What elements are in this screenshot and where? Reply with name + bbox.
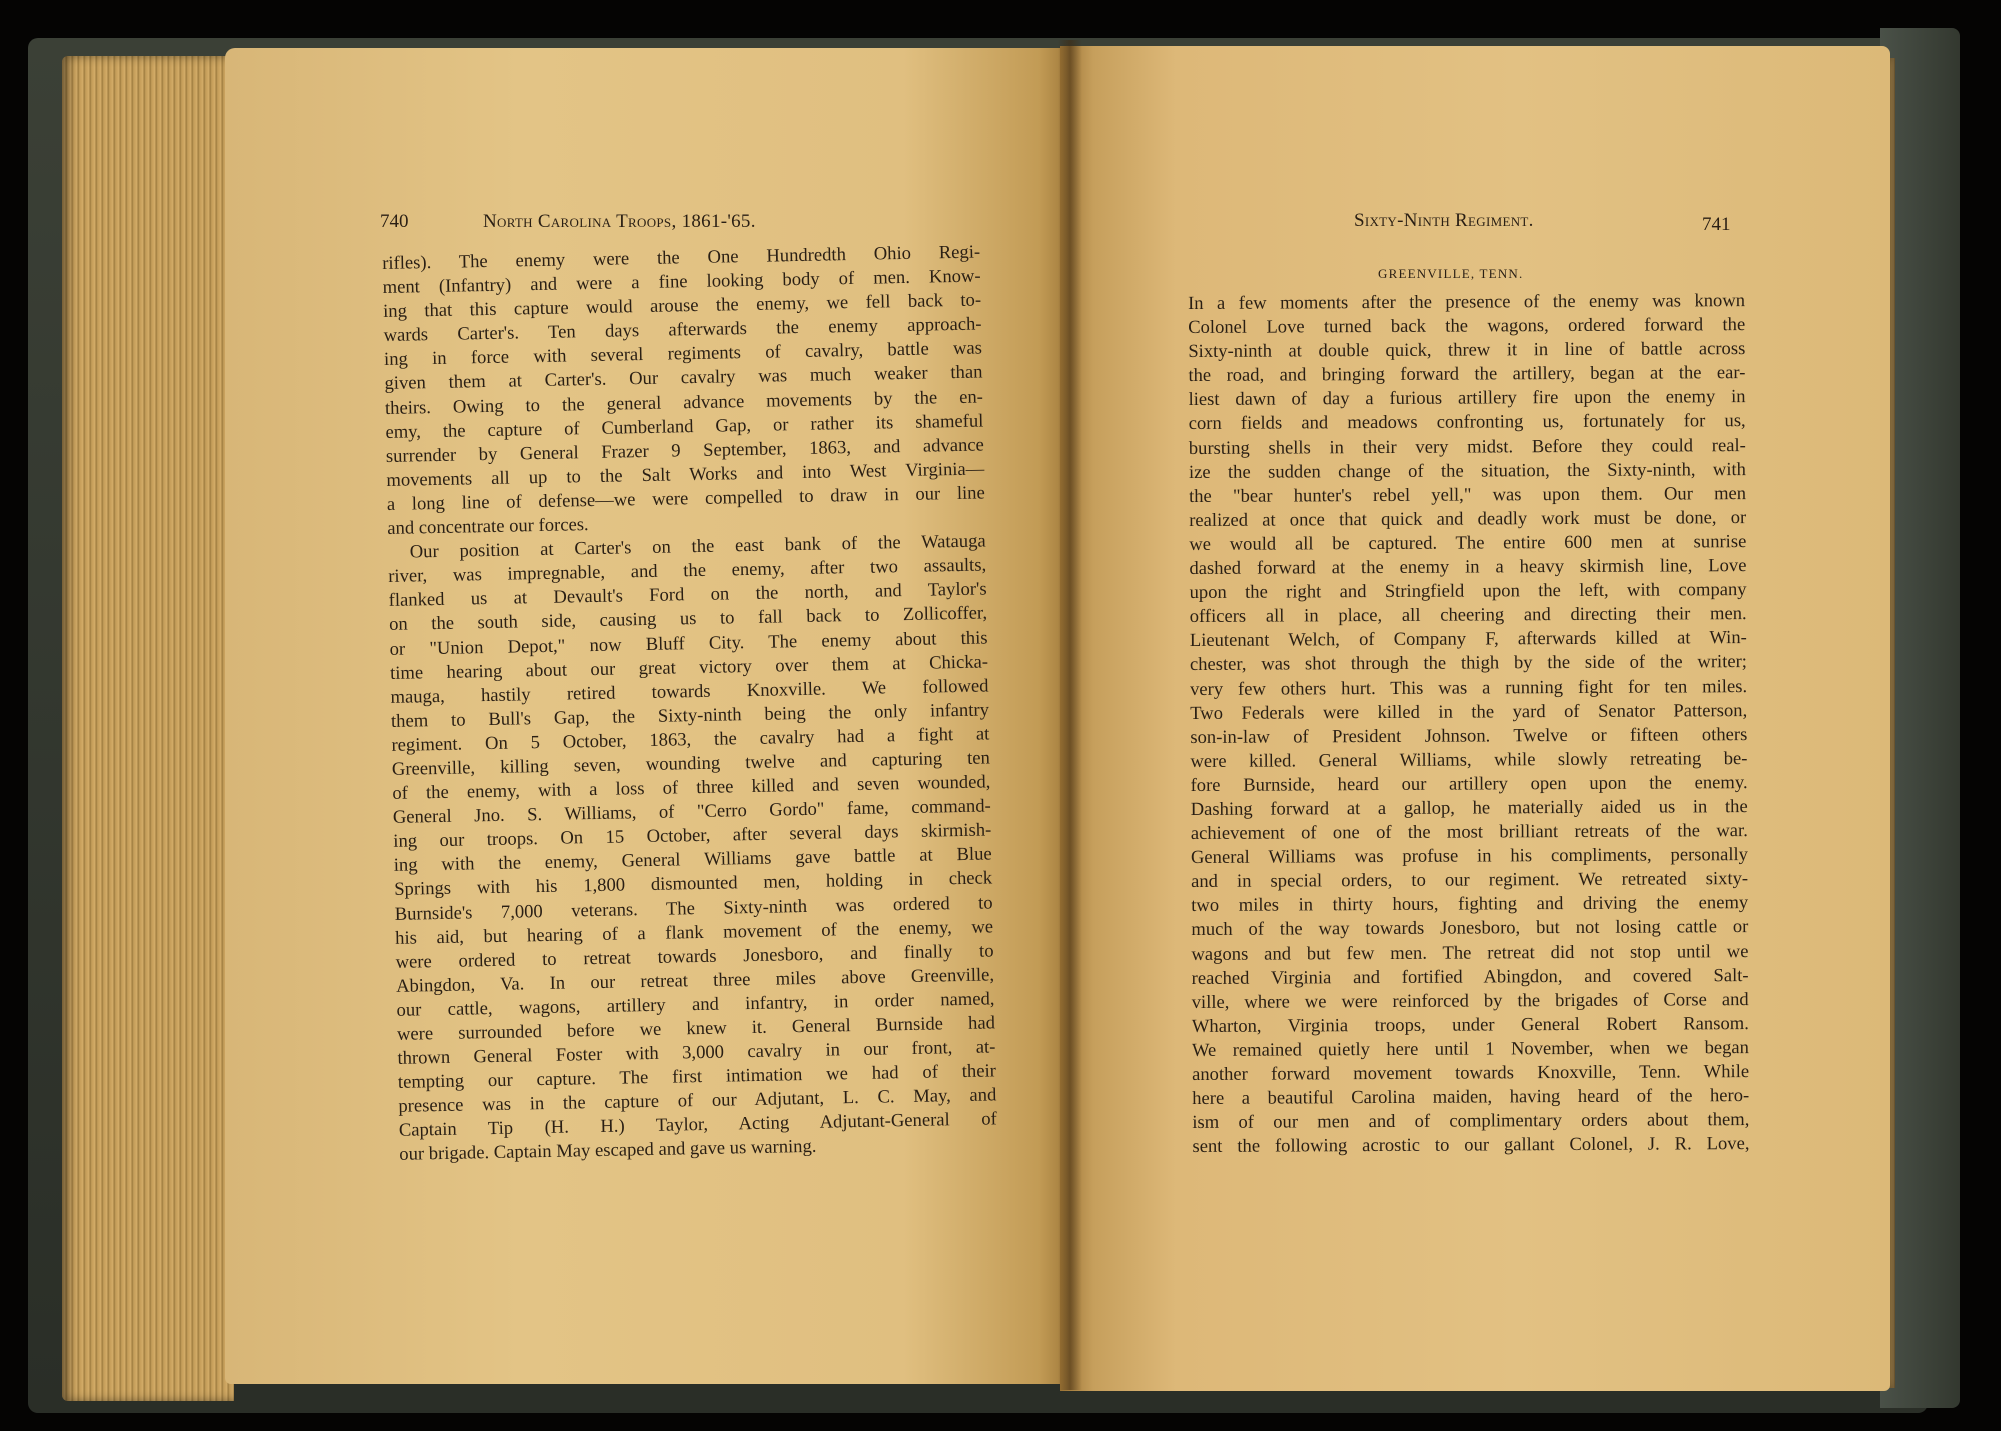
left-page-number: 740 — [380, 211, 409, 232]
text-line: ment (Infantry) and were a fine looking body of men. Know- — [382, 265, 981, 299]
text-line: river, was impregnable, and the enemy, after two assaults, — [388, 554, 987, 588]
text-line: here a beautiful Carolina maiden, having heard of the hero- — [1192, 1085, 1750, 1110]
text-line: were surrounded before we knew it. General Burnside had — [396, 1012, 996, 1045]
text-line: the "bear hunter's rebel yell," was upon them. Our men — [1189, 482, 1747, 507]
text-line: time hearing about our great victory over them at Chicka- — [389, 651, 989, 684]
text-line: son-in-law of President Johnson. Twelve or fifteen others — [1190, 723, 1748, 748]
text-line: very few others hurt. This was a running fight for ten miles. — [1190, 675, 1748, 700]
text-line: our cattle, wagons, artillery and infantry, in order named, — [396, 988, 995, 1021]
text-line: emy, the capture of Cumberland Gap, or rather its shameful — [385, 410, 984, 443]
left-page-header: North Carolina Troops, 1861-'65. — [483, 211, 756, 232]
text-line: and in special orders, to our regiment. We retreated sixty- — [1191, 868, 1749, 893]
text-line: Dashing forward at a gallop, he materially aided us in the — [1190, 796, 1748, 820]
right-page-number: 741 — [1702, 214, 1731, 235]
text-line: wagons and but few men. The retreat did not stop until we — [1191, 940, 1749, 965]
text-line: the road, and bringing forward the artillery, began at the ear- — [1188, 362, 1746, 387]
text-line: Abingdon, Va. In our retreat three miles above Greenville, — [395, 964, 995, 997]
text-line: theirs. Owing to the general advance movements by the en- — [384, 386, 984, 419]
text-line: corn fields and meadows confronting us, fortunately for us, — [1188, 410, 1746, 435]
text-line: rifles). The enemy were the One Hundredth Ohio Regi- — [382, 241, 981, 274]
text-line: of the enemy, with a loss of three killed and seven wounded, — [392, 771, 991, 804]
text-line: ing in force with several regiments of cavalry, battle was — [383, 337, 983, 371]
text-line: a long line of defense—we were compelled to draw in our line — [386, 482, 985, 515]
text-line: General Jno. S. Williams, of "Cerro Gordo" fame, command- — [392, 795, 991, 829]
text-line: liest dawn of day a furious artillery fire upon the enemy in — [1188, 386, 1746, 411]
text-line: ing that this capture would arouse the enemy, we fell back to- — [382, 289, 982, 323]
text-line: given them at Carter's. Our cavalry was much weaker than — [384, 361, 983, 395]
text-line: sent the following acrostic to our gallant Colonel, J. R. Love, — [1192, 1133, 1750, 1158]
text-line: two miles in thirty hours, fighting and driving the enemy — [1191, 892, 1749, 917]
text-line: tempting our capture. The first intimation we had of their — [397, 1060, 997, 1094]
left-page-body — [382, 241, 997, 1168]
text-line: ing our troops. On 15 October, after several days skirmish- — [393, 819, 992, 853]
text-line: Two Federals were killed in the yard of Senator Patterson, — [1190, 699, 1748, 724]
text-line: another forward movement towards Knoxville, Tenn. While — [1192, 1061, 1750, 1085]
left-page — [225, 48, 1073, 1384]
text-line: mauga, hastily retired towards Knoxville. We followed — [390, 675, 989, 708]
section-running-head: GREENVILLE, TENN. — [1378, 266, 1524, 281]
text-line: flanked us at Devault's Ford on the north, and Taylor's — [388, 578, 987, 612]
text-line: ism of our men and of complimentary orders about them, — [1192, 1109, 1750, 1134]
text-line: regiment. On 5 October, 1863, the cavalry had a fight at — [391, 723, 990, 756]
text-line: our brigade. Captain May escaped and gave us warning. — [399, 1136, 817, 1166]
text-line: In a few moments after the presence of the enemy was known — [1188, 290, 1746, 314]
text-line: Captain Tip (H. H.) Taylor, Acting Adjutant-General of — [398, 1108, 997, 1142]
text-line: officers all in place, all cheering and directing their men. — [1189, 603, 1747, 628]
text-line: Our position at Carter's on the east bank of the Watauga — [409, 530, 986, 563]
text-line: them to Bull's Gap, the Sixty-ninth being the only infantry — [390, 699, 990, 732]
text-line: Wharton, Virginia troops, under General Robert Ransom. — [1191, 1012, 1749, 1037]
text-line: and concentrate our forces. — [387, 514, 589, 539]
text-line: on the south side, causing us to fall back to Zollicoffer, — [388, 602, 988, 636]
text-line: Burnside's 7,000 veterans. The Sixty-ninth was ordered to — [394, 891, 993, 925]
text-line: Sixty-ninth at double quick, threw it in line of battle across — [1188, 338, 1746, 363]
text-line: Greenville, killing seven, wounding twelve and capturing ten — [391, 747, 991, 780]
text-line: his aid, but hearing of a flank movement of the enemy, we — [394, 916, 994, 949]
text-line: wards Carter's. Ten days afterwards the enemy approach- — [383, 313, 982, 347]
text-line: ize the sudden change of the situation, the Sixty-ninth, with — [1188, 458, 1746, 483]
text-line: realized at once that quick and deadly work must be done, or — [1189, 506, 1747, 531]
text-line: We remained quietly here until 1 November, when we began — [1191, 1036, 1750, 1061]
text-line: were killed. General Williams, while slowly retreating be- — [1190, 747, 1748, 772]
text-line: chester, was shot through the thigh by the side of the writer; — [1189, 651, 1747, 676]
text-line: Lieutenant Welch, of Company F, afterwards killed at Win- — [1189, 627, 1747, 652]
text-line: Colonel Love turned back the wagons, ordered forward the — [1188, 314, 1746, 339]
text-line: bursting shells in their very midst. Before they could real- — [1188, 434, 1746, 459]
right-page — [1060, 46, 1890, 1391]
text-line: surrender by General Frazer 9 September, 1863, and advance — [385, 434, 985, 467]
book-gutter — [1058, 40, 1082, 1390]
text-line: fore Burnside, heard our artillery open upon the enemy. — [1190, 771, 1748, 796]
right-page-body — [1188, 289, 1750, 1159]
text-line: we would all be captured. The entire 600 men at sunrise — [1189, 531, 1747, 555]
text-line: General Williams was profuse in his compliments, personally — [1190, 844, 1749, 869]
text-line: were ordered to retreat towards Jonesboro, and finally to — [395, 940, 994, 973]
text-line: movements all up to the Salt Works and into West Virginia— — [386, 458, 985, 491]
text-line: much of the way towards Jonesboro, but not losing cattle or — [1191, 916, 1749, 941]
text-line: upon the right and Stringfield upon the left, with company — [1189, 579, 1747, 604]
text-line: or "Union Depot," now Bluff City. The enemy about this — [389, 626, 988, 660]
text-line: reached Virginia and fortified Abingdon, and covered Salt- — [1191, 964, 1749, 989]
text-line: dashed forward at the enemy in a heavy skirmish line, Love — [1189, 555, 1747, 580]
text-line: achievement of one of the most brilliant retreats of the war. — [1190, 820, 1748, 845]
text-line: ville, where we were reinforced by the brigades of Corse and — [1191, 988, 1749, 1013]
text-line: thrown General Foster with 3,000 cavalry in our front, at- — [397, 1036, 996, 1069]
text-line: ing with the enemy, General Williams gave battle at Blue — [393, 843, 992, 877]
page-edges-left — [62, 56, 234, 1401]
right-page-header: Sixty-Ninth Regiment. — [1354, 210, 1534, 231]
text-line: presence was in the capture of our Adjutant, L. C. May, and — [398, 1084, 997, 1118]
text-line: Springs with his 1,800 dismounted men, holding in check — [394, 867, 993, 901]
